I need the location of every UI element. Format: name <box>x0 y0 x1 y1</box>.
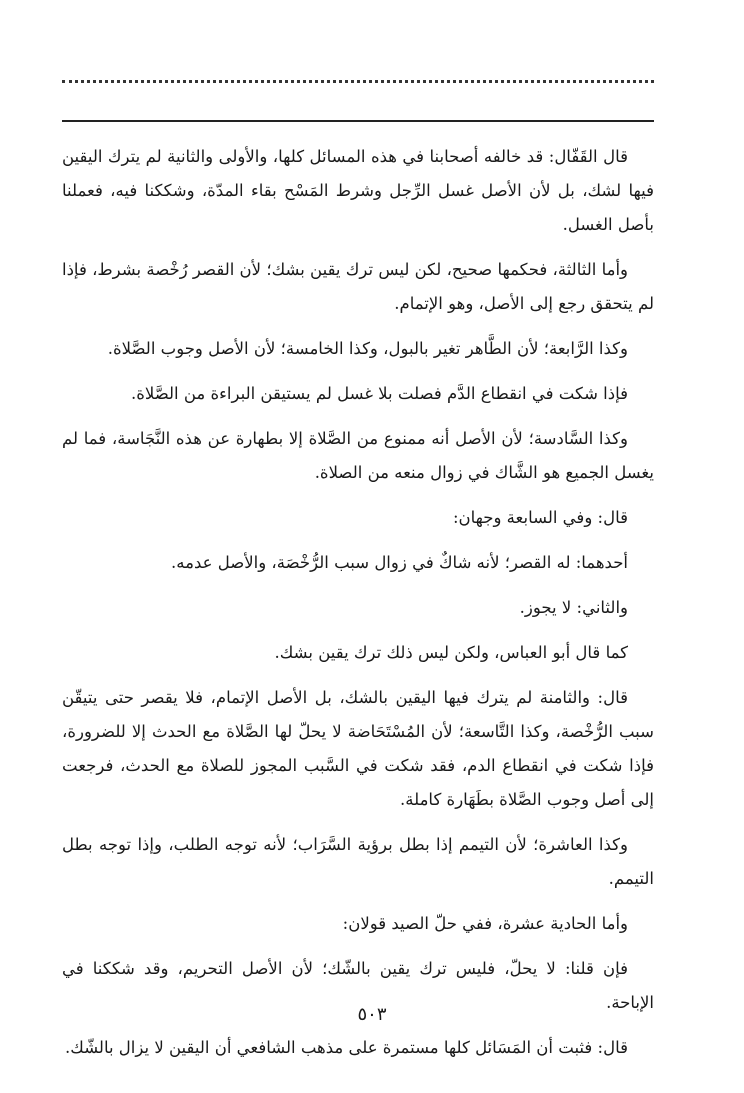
paragraph: قال: وفي السابعة وجهان: <box>452 508 628 527</box>
paragraph: كما قال أبو العباس، ولكن ليس ذلك ترك يقين بشك. <box>274 643 628 662</box>
paragraph: فإذا شكت في انقطاع الدَّم فصلت بلا غسل لم يستيقن البراءة من الصَّلاة. <box>130 384 628 403</box>
paragraph: وأما الحادية عشرة، ففي حلّ الصيد قولان: <box>342 914 628 933</box>
paragraph: أحدهما: له القصر؛ لأنه شاكٌ في زوال سبب الرُّخْصَة، والأصل عدمه. <box>171 553 628 572</box>
paragraph: والثاني: لا يجوز. <box>519 598 628 617</box>
paragraph: وكذا السَّادسة؛ لأن الأصل أنه ممنوع من الصَّلاة إلا بطهارة عن هذه النَّجَاسة، فما لم يغسل الجميع هو الشَّاك في زوال منعه من الصلاة. <box>62 429 654 482</box>
page-body <box>62 140 654 1076</box>
paragraph: قال: فثبت أن المَسَائل كلها مستمرة على مذهب الشافعي أن اليقين لا يزال بالشّك. <box>65 1038 628 1057</box>
paragraph: قال القَفّال: قد خالفه أصحابنا في هذه المسائل كلها، والأولى والثانية لم يترك اليقين فيها لشك، بل لأن الأصل غسل الرِّجل وشرط المَسْح بقاء المدّة، وشككنا فيه، فعملنا بأصل الغسل. <box>62 147 654 234</box>
page-number: ٥٠٣ <box>357 1004 387 1025</box>
paragraph: وكذا العاشرة؛ لأن التيمم إذا بطل برؤية السَّرَاب؛ لأنه توجه الطلب، وإذا توجه بطل التيمم. <box>62 835 654 888</box>
header-rule <box>62 120 654 122</box>
paragraph: قال: والثامنة لم يترك فيها اليقين بالشك، بل الأصل الإتمام، فلا يقصر حتى يتيقّن سبب الرُّخْصة، وكذا التَّاسعة؛ لأن المُسْتَحَاضة لا يحلّ لها الصَّلاة مع الحدث إلا للضرورة، فإذا شكت في انقطاع الدم، فقد شكت في السَّبب المجوز للصلاة مع الحدث، فرجعت إلى أصل وجوب الصَّلاة بطَهَارة كاملة. <box>62 688 654 809</box>
paragraph: فإن قلنا: لا يحلّ، فليس ترك يقين بالشّك؛ لأن الأصل التحريم، وقد شككنا في الإباحة. <box>62 959 654 1012</box>
dotted-separator <box>62 80 654 83</box>
paragraph: وأما الثالثة، فحكمها صحيح، لكن ليس ترك يقين بشك؛ لأن القصر رُخْصة بشرط، فإذا لم يتحقق رجع إلى الأصل، وهو الإتمام. <box>62 260 654 313</box>
paragraph: وكذا الرَّابعة؛ لأن الطَّاهر تغير بالبول، وكذا الخامسة؛ لأن الأصل وجوب الصَّلاة. <box>107 339 628 358</box>
